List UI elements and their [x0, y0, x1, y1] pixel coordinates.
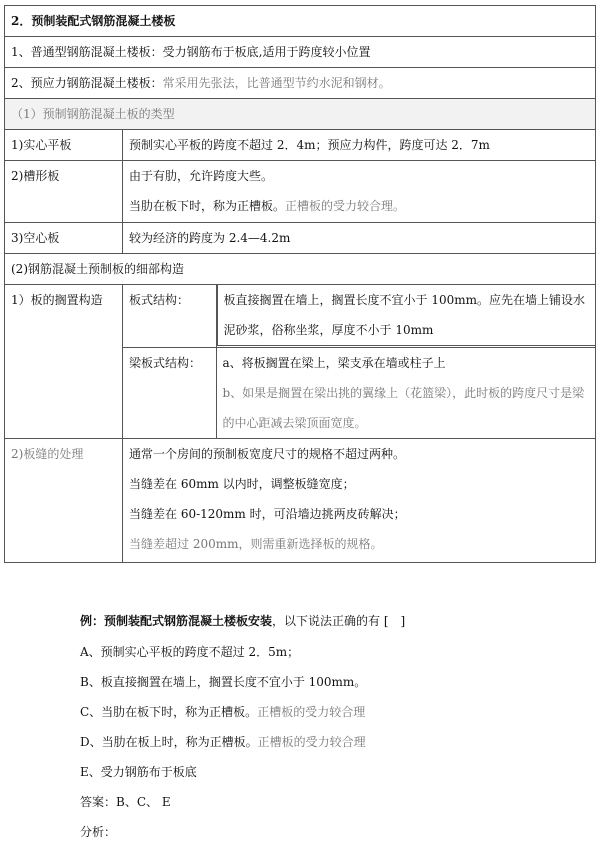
option-e	[80, 757, 580, 787]
joint-line: 当缝差在 60-120mm 时，可沿墙边挑两皮砖解决；	[129, 506, 406, 521]
joint-name: 2)板缝的处理	[5, 438, 123, 562]
intro-2-text: 2、预应力钢筋混凝土楼板：	[11, 76, 163, 90]
section-title: 2．预制装配式钢筋混凝土楼板	[5, 6, 596, 37]
type-name: 2)槽形板	[5, 161, 123, 223]
type-desc: 预制实心平板的跨度不超过 2．4m；预应力构件，跨度可达 2．7m	[123, 130, 596, 161]
option-d	[80, 727, 580, 757]
beam-b: b、如果是搁置在梁出挑的翼缘上（花篮梁），此时板的跨度尺寸是梁的中心距减去梁顶面宽度。	[222, 385, 585, 430]
option-c	[80, 697, 580, 727]
type-desc	[123, 161, 596, 223]
joint-line: 通常一个房间的预制板宽度尺寸的规格不超过两种。	[129, 446, 406, 461]
intro-2-faded: 常采用先张法，比普通型节约水泥和钢材。	[162, 76, 391, 90]
joint-line: 当缝差在 60mm 以内时，调整板缝宽度；	[129, 476, 355, 491]
intro-1-rest: ：受力钢筋布于板底,适用于跨度较小位置	[150, 45, 371, 59]
slab-text: 板直接搁置在墙上，搁置长度不宜小于 100mm。应先在墙上铺设水泥砂浆，俗称坐浆，厚度不小于 10mm	[217, 285, 596, 346]
option-faded: 正槽板的受力较合理	[257, 705, 366, 719]
support-subtable	[123, 285, 596, 438]
type-desc-faded: 正槽板的受力较合理。	[285, 199, 406, 213]
option-text: A、预制实心平板的跨度不超过 2．5m；	[80, 645, 300, 659]
example-stem-rest: ，以下说法正确的有 [ ]	[272, 614, 406, 628]
type-desc-line	[129, 191, 589, 221]
option-b	[80, 667, 580, 697]
slab-label: 板式结构：	[123, 285, 216, 347]
type-name: 3)空心板	[5, 223, 123, 254]
intro-line-2	[5, 68, 596, 99]
beam-a: a、将板搁置在梁上，梁支承在墙或柱子上	[222, 355, 446, 370]
type-desc-normal: 当肋在板下时，称为正槽板。	[129, 199, 286, 213]
analysis: 分析：	[80, 825, 117, 839]
option-text: D、当肋在板上时，称为正槽板。	[80, 735, 258, 749]
answer: 答案：B、C、 E	[80, 795, 171, 809]
option-text: C、当肋在板下时，称为正槽板。	[80, 705, 258, 719]
content-table	[4, 5, 596, 563]
detail-header: (2)钢筋混凝土预制板的细部构造	[5, 254, 596, 285]
beam-text	[216, 347, 596, 438]
intro-line-1	[5, 37, 596, 68]
option-text: E、受力钢筋布于板底	[80, 765, 197, 779]
type-desc-line: 由于有肋，允许跨度大些。	[129, 169, 274, 183]
option-text: B、板直接搁置在墙上，搁置长度不宜小于 100mm。	[80, 675, 367, 689]
option-faded: 正槽板的受力较合理	[257, 735, 366, 749]
beam-label: 梁板式结构：	[123, 347, 216, 438]
support-name: 1）板的搁置构造	[5, 285, 123, 439]
joint-line-faded: 当缝差超过 200mm，则需重新选择板的规格。	[129, 536, 383, 551]
example-stem-bold: 预制装配式钢筋混凝土楼板安装	[104, 614, 273, 628]
example-question	[80, 605, 580, 637]
type-desc: 较为经济的跨度为 2.4—4.2m	[123, 223, 596, 254]
example-block	[80, 605, 580, 847]
option-a	[80, 637, 580, 667]
joint-text	[123, 438, 596, 562]
types-header: （1）预制钢筋混凝土板的类型	[5, 99, 596, 130]
type-name: 1)实心平板	[5, 130, 123, 161]
support-subtable-cell	[123, 285, 596, 439]
intro-1-bold: 1、普通型钢筋混凝土楼板	[11, 45, 151, 59]
example-prefix: 例：	[80, 614, 105, 628]
